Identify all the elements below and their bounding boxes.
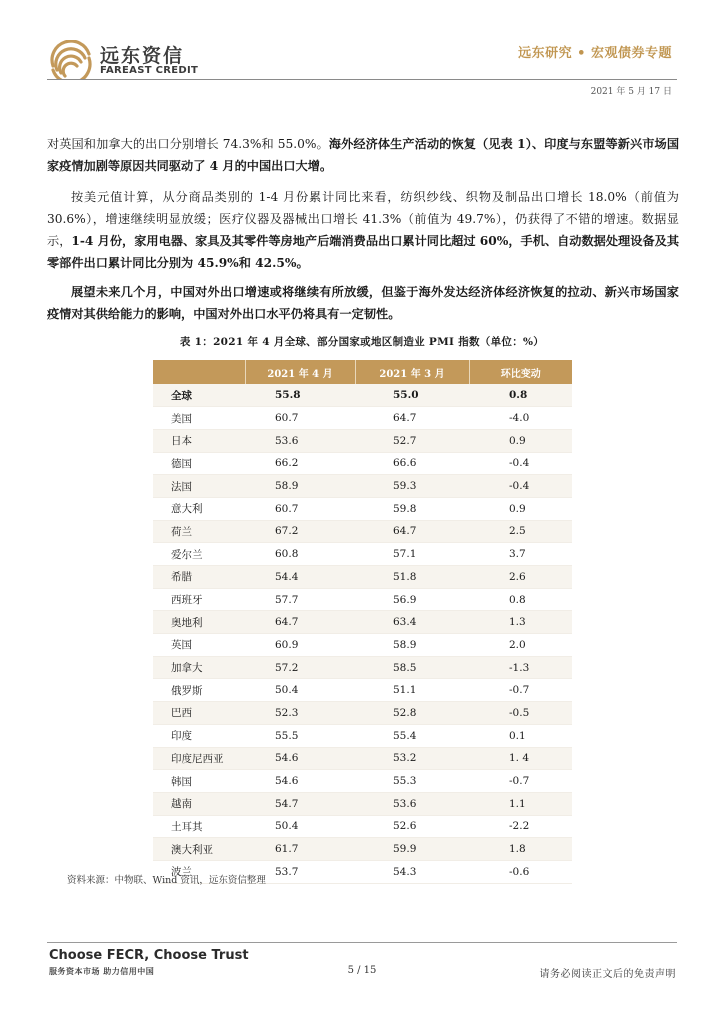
value-cell: -0.7 [469, 770, 572, 793]
value-cell: 50.4 [245, 679, 355, 702]
value-cell: 55.8 [245, 384, 355, 407]
paragraph-2-text: 按美元值计算，从分商品类别的 1-4 月份累计同比来看，纺织纱线、织物及制品出口增长 18.0%（前值为 30.6%），增速继续明显放缓；医疗仪器及器械出口增长 41.3%（前值为 49.7%），仍获得了不错的增速。数据显示， [47, 190, 679, 248]
value-cell: 54.6 [245, 770, 355, 793]
value-cell: 60.7 [245, 407, 355, 430]
value-cell: -2.2 [469, 815, 572, 838]
value-cell: 56.9 [355, 588, 469, 611]
region-cell: 越南 [153, 792, 245, 815]
table-source-note: 资料来源：中物联、Wind 资讯，远东资信整理 [67, 875, 266, 886]
value-cell: 52.8 [355, 702, 469, 725]
table-row [153, 770, 572, 793]
region-cell: 美国 [153, 407, 245, 430]
paragraph-1-text: 对英国和加拿大的出口分别增长 74.3%和 55.0%。 [47, 137, 329, 151]
value-cell: 60.7 [245, 497, 355, 520]
value-cell: 1.1 [469, 792, 572, 815]
paragraph-2 [47, 186, 679, 274]
region-cell: 俄罗斯 [153, 679, 245, 702]
table-row [153, 497, 572, 520]
table-row [153, 588, 572, 611]
fareast-credit-logo-icon [47, 40, 95, 80]
table-row [153, 452, 572, 475]
region-cell: 印度 [153, 724, 245, 747]
report-date: 2021 年 5 月 17 日 [590, 87, 672, 97]
region-cell: 印度尼西亚 [153, 747, 245, 770]
region-cell: 波兰 [153, 860, 245, 883]
value-cell: -1.3 [469, 656, 572, 679]
value-cell: 1.3 [469, 611, 572, 634]
paragraph-2-highlight: 1-4 月份，家用电器、家具及其零件等房地产后端消费品出口累计同比超过 60%，手机、自动数据处理设备及其零部件出口累计同比分别为 45.9%和 42.5%。 [47, 234, 680, 270]
pmi-table [153, 360, 572, 884]
region-cell: 荷兰 [153, 520, 245, 543]
table-row [153, 656, 572, 679]
value-cell: 0.8 [469, 384, 572, 407]
value-cell: -0.5 [469, 702, 572, 725]
region-cell: 奥地利 [153, 611, 245, 634]
brand-name-en: FAREAST CREDIT [100, 65, 199, 76]
table-body [153, 384, 572, 883]
table-row [153, 815, 572, 838]
value-cell: 52.6 [355, 815, 469, 838]
value-cell: 51.8 [355, 566, 469, 589]
value-cell: 53.6 [245, 429, 355, 452]
value-cell: 54.7 [245, 792, 355, 815]
value-cell: 0.9 [469, 497, 572, 520]
value-cell: 57.1 [355, 543, 469, 566]
table-row [153, 429, 572, 452]
value-cell: -0.4 [469, 475, 572, 498]
value-cell: 55.5 [245, 724, 355, 747]
table-row [153, 679, 572, 702]
value-cell: 53.6 [355, 792, 469, 815]
value-cell: -0.6 [469, 860, 572, 883]
value-cell: 2.0 [469, 634, 572, 657]
value-cell: 54.3 [355, 860, 469, 883]
value-cell: -4.0 [469, 407, 572, 430]
value-cell: 64.7 [355, 407, 469, 430]
value-cell: 58.5 [355, 656, 469, 679]
value-cell: 55.4 [355, 724, 469, 747]
value-cell: 59.8 [355, 497, 469, 520]
table-row [153, 792, 572, 815]
region-cell: 澳大利亚 [153, 838, 245, 861]
value-cell: 1.8 [469, 838, 572, 861]
region-cell: 德国 [153, 452, 245, 475]
region-cell: 法国 [153, 475, 245, 498]
footer-subtitle: 服务资本市场 助力信用中国 [49, 967, 155, 976]
region-cell: 韩国 [153, 770, 245, 793]
table-header-cell: 2021 年 3 月 [355, 360, 469, 384]
value-cell: 52.7 [355, 429, 469, 452]
table-header-row [153, 360, 572, 384]
header-divider [47, 79, 677, 80]
table-row [153, 838, 572, 861]
value-cell: 59.3 [355, 475, 469, 498]
value-cell: 0.1 [469, 724, 572, 747]
report-type-label: 远东研究 • 宏观债券专题 [518, 46, 672, 61]
footer-divider [47, 942, 677, 943]
footer-slogan: Choose FECR, Choose Trust [49, 948, 249, 963]
table-row [153, 724, 572, 747]
region-cell: 爱尔兰 [153, 543, 245, 566]
value-cell: 63.4 [355, 611, 469, 634]
value-cell: 57.7 [245, 588, 355, 611]
table-row [153, 543, 572, 566]
value-cell: 53.7 [245, 860, 355, 883]
table-row [153, 747, 572, 770]
region-cell: 全球 [153, 384, 245, 407]
brand-name-cn: 远东资信 [100, 45, 185, 67]
value-cell: 52.3 [245, 702, 355, 725]
table-header-cell [153, 360, 245, 384]
table-row [153, 634, 572, 657]
paragraph-1-highlight: 海外经济体生产活动的恢复（见表 1）、印度与东盟等新兴市场国家疫情加剧等原因共同驱动了 4 月的中国出口大增。 [47, 137, 679, 173]
value-cell: 60.9 [245, 634, 355, 657]
value-cell: 50.4 [245, 815, 355, 838]
value-cell: 59.9 [355, 838, 469, 861]
table-row [153, 702, 572, 725]
value-cell: 0.9 [469, 429, 572, 452]
region-cell: 英国 [153, 634, 245, 657]
value-cell: 55.3 [355, 770, 469, 793]
region-cell: 土耳其 [153, 815, 245, 838]
value-cell: 51.1 [355, 679, 469, 702]
value-cell: 54.4 [245, 566, 355, 589]
paragraph-3: 展望未来几个月，中国对外出口增速或将继续有所放缓，但鉴于海外发达经济体经济恢复的拉动、新兴市场国家疫情对其供给能力的影响，中国对外出口水平仍将具有一定韧性。 [47, 285, 679, 321]
value-cell: 3.7 [469, 543, 572, 566]
table-row [153, 611, 572, 634]
value-cell: -0.4 [469, 452, 572, 475]
value-cell: 61.7 [245, 838, 355, 861]
region-cell: 西班牙 [153, 588, 245, 611]
value-cell: 1. 4 [469, 747, 572, 770]
value-cell: 53.2 [355, 747, 469, 770]
value-cell: 66.6 [355, 452, 469, 475]
value-cell: 58.9 [245, 475, 355, 498]
table-row [153, 566, 572, 589]
footer-disclaimer: 请务必阅读正文后的免责声明 [539, 969, 676, 980]
table-header-cell: 2021 年 4 月 [245, 360, 355, 384]
paragraph-1 [47, 133, 679, 177]
table-header-cell: 环比变动 [469, 360, 572, 384]
value-cell: -0.7 [469, 679, 572, 702]
value-cell: 2.6 [469, 566, 572, 589]
value-cell: 64.7 [245, 611, 355, 634]
value-cell: 2.5 [469, 520, 572, 543]
region-cell: 日本 [153, 429, 245, 452]
region-cell: 巴西 [153, 702, 245, 725]
value-cell: 64.7 [355, 520, 469, 543]
table-row [153, 407, 572, 430]
table-row [153, 475, 572, 498]
value-cell: 0.8 [469, 588, 572, 611]
table-row [153, 520, 572, 543]
value-cell: 55.0 [355, 384, 469, 407]
page-number: 5 / 15 [347, 965, 377, 976]
table-title: 表 1：2021 年 4 月全球、部分国家或地区制造业 PMI 指数（单位：%） [179, 336, 545, 348]
value-cell: 54.6 [245, 747, 355, 770]
value-cell: 57.2 [245, 656, 355, 679]
table-row [153, 384, 572, 407]
page-header [0, 0, 724, 100]
value-cell: 66.2 [245, 452, 355, 475]
region-cell: 加拿大 [153, 656, 245, 679]
value-cell: 58.9 [355, 634, 469, 657]
value-cell: 60.8 [245, 543, 355, 566]
region-cell: 意大利 [153, 497, 245, 520]
value-cell: 67.2 [245, 520, 355, 543]
region-cell: 希腊 [153, 566, 245, 589]
